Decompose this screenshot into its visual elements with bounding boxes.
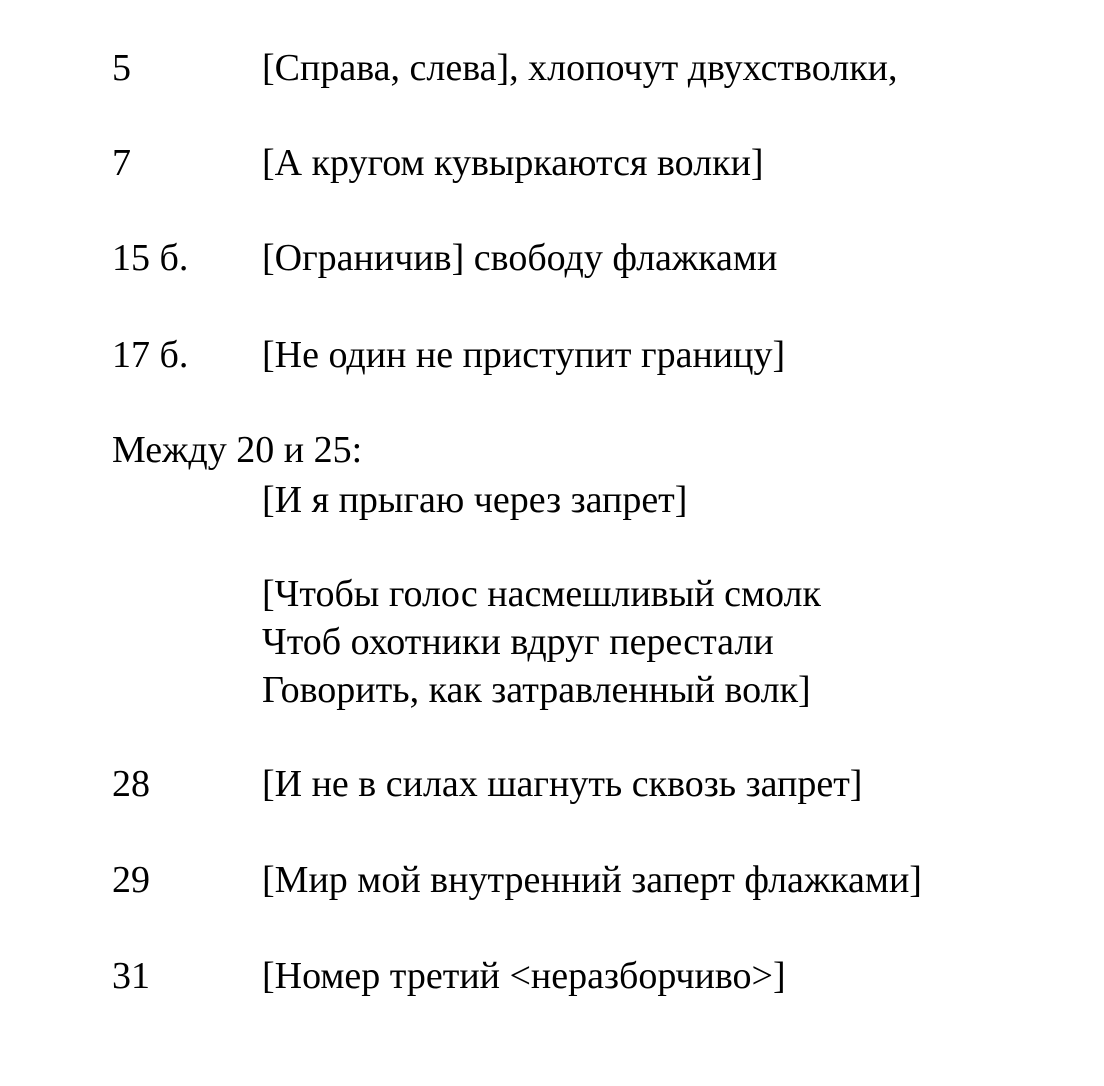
line-number: 5: [112, 47, 131, 89]
line-number: 15 б.: [112, 237, 189, 279]
line-number: 17 б.: [112, 334, 189, 376]
variant-text: [И не в силах шагнуть сквозь запрет]: [262, 763, 863, 805]
variant-text: [Мир мой внутренний заперт флажками]: [262, 859, 922, 901]
variant-text: [Ограничив] свободу флажками: [262, 237, 778, 279]
variant-text: [Справа, слева], хлопочут двухстволки,: [262, 47, 898, 89]
stanza-line: Чтоб охотники вдруг перестали: [262, 621, 774, 663]
variant-text: [И я прыгаю через запрет]: [262, 479, 688, 521]
variant-text: [Номер третий <неразборчиво>]: [262, 955, 786, 997]
line-number: 28: [112, 763, 150, 805]
line-number: 29: [112, 859, 150, 901]
variant-text: [А кругом кувыркаются волки]: [262, 142, 764, 184]
line-number: 7: [112, 142, 131, 184]
line-number: 31: [112, 955, 150, 997]
variant-text: [Не один не приступит границу]: [262, 334, 786, 376]
stanza-line: Говорить, как затравленный волк]: [262, 669, 811, 711]
section-heading: Между 20 и 25:: [112, 429, 363, 471]
stanza-line: [Чтобы голос насмешливый смолк: [262, 573, 821, 615]
